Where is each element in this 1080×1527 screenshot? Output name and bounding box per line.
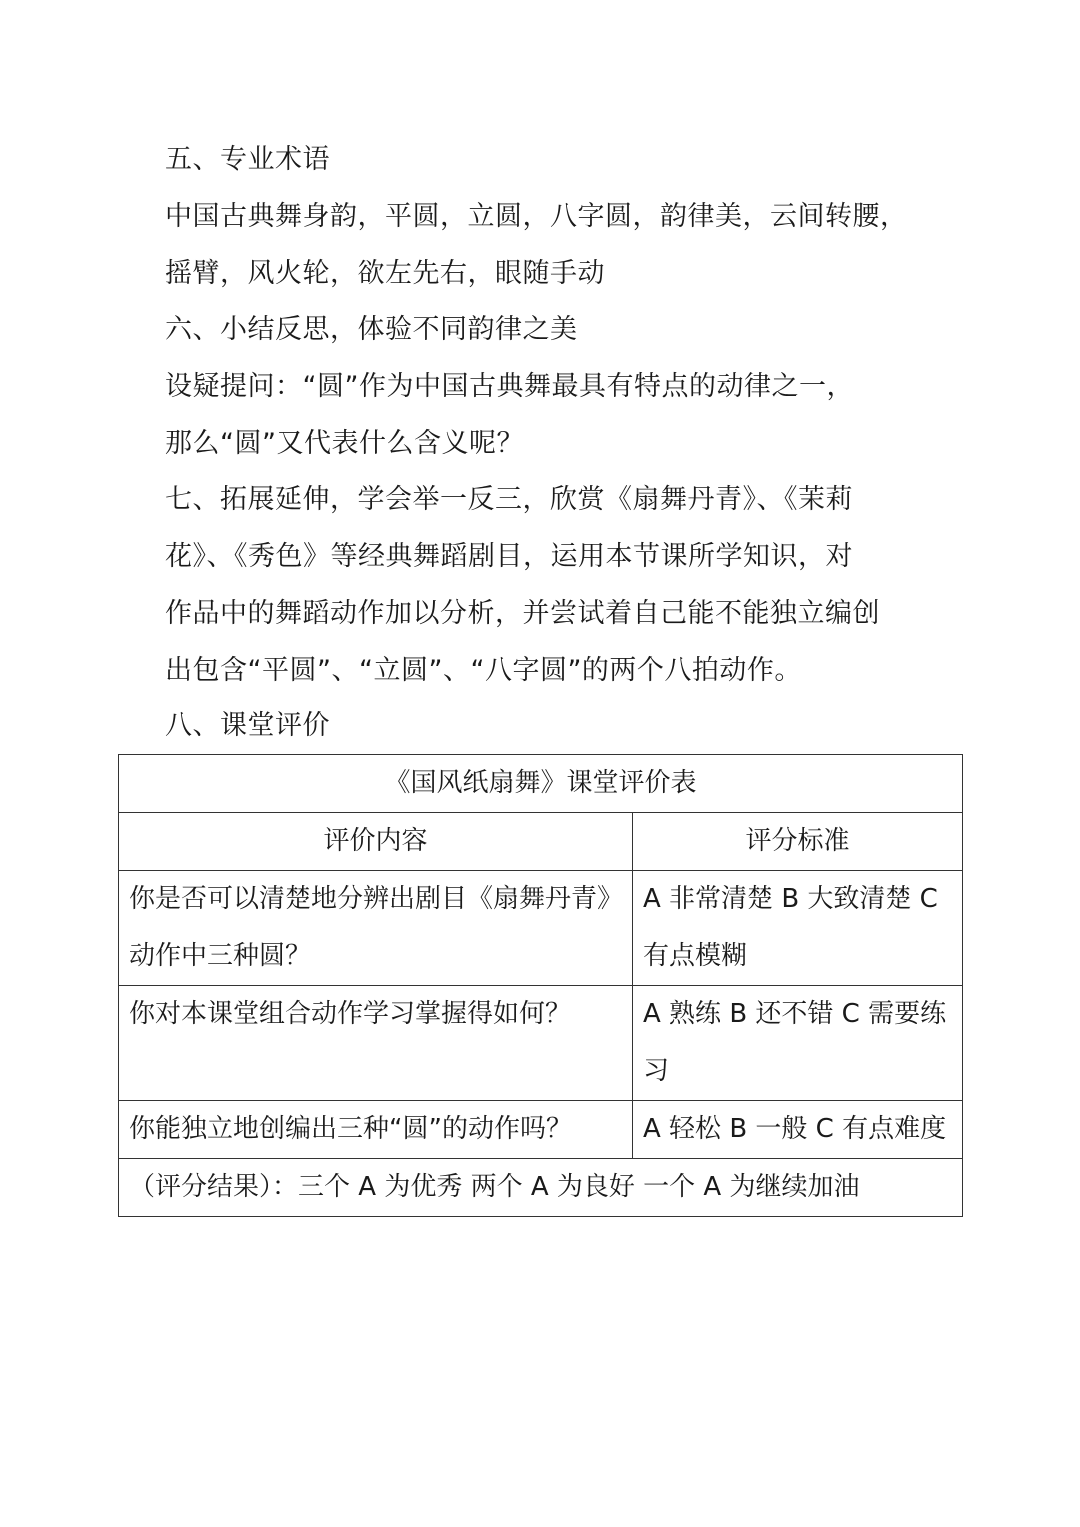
scoring-result: （评分结果）：三个 A 为优秀 两个 A 为良好 一个 A 为继续加油: [119, 1159, 963, 1217]
text-line: 七、拓展延伸，学会举一反三，欣赏《扇舞丹青》、《茉莉: [165, 484, 853, 515]
header-standard: 评分标准: [633, 813, 963, 871]
row-standard: A 轻松 B 一般 C 有点难度: [633, 1101, 963, 1159]
question-paragraph: [165, 358, 925, 472]
terminology-paragraph: [165, 188, 925, 302]
table-header-row: [119, 813, 963, 871]
table-title-row: [119, 755, 963, 813]
text-line: 那么“圆”又代表什么含义呢？: [165, 428, 524, 459]
text-line: 八、课堂评价: [165, 710, 330, 741]
extension-paragraph: [165, 471, 925, 699]
table-row: [119, 1101, 963, 1159]
row-content: 你能独立地创编出三种“圆”的动作吗？: [119, 1101, 633, 1159]
table-footer-row: [119, 1159, 963, 1217]
text-line: 出包含“平圆”、“立圆”、“八字圆”的两个八拍动作。: [165, 655, 802, 686]
table-row: [119, 986, 963, 1101]
text-line: 五、专业术语: [165, 144, 330, 175]
row-standard: A 熟练 B 还不错 C 需要练习: [633, 986, 963, 1101]
table-title: 《国风纸扇舞》课堂评价表: [119, 755, 963, 813]
section-five-heading: [165, 131, 925, 188]
text-line: 设疑提问：“圆”作为中国古典舞最具有特点的动律之一，: [165, 371, 854, 402]
text-line: 中国古典舞身韵，平圆，立圆，八字圆，韵律美，云间转腰，: [165, 201, 908, 232]
evaluation-table: [118, 754, 963, 1217]
text-line: 花》、《秀色》等经典舞蹈剧目，运用本节课所学知识，对: [165, 541, 853, 572]
text-line: 摇臂，风火轮，欲左先右，眼随手动: [165, 258, 605, 289]
row-standard: A 非常清楚 B 大致清楚 C 有点模糊: [633, 871, 963, 986]
row-content: 你对本课堂组合动作学习掌握得如何？: [119, 986, 633, 1101]
section-eight-heading: [165, 697, 925, 754]
text-line: 六、小结反思，体验不同韵律之美: [165, 314, 578, 345]
row-content: 你是否可以清楚地分辨出剧目《扇舞丹青》动作中三种圆？: [119, 871, 633, 986]
table-row: [119, 871, 963, 986]
header-content: 评价内容: [119, 813, 633, 871]
text-line: 作品中的舞蹈动作加以分析，并尝试着自己能不能独立编创: [165, 598, 880, 629]
section-six-heading: [165, 301, 925, 358]
